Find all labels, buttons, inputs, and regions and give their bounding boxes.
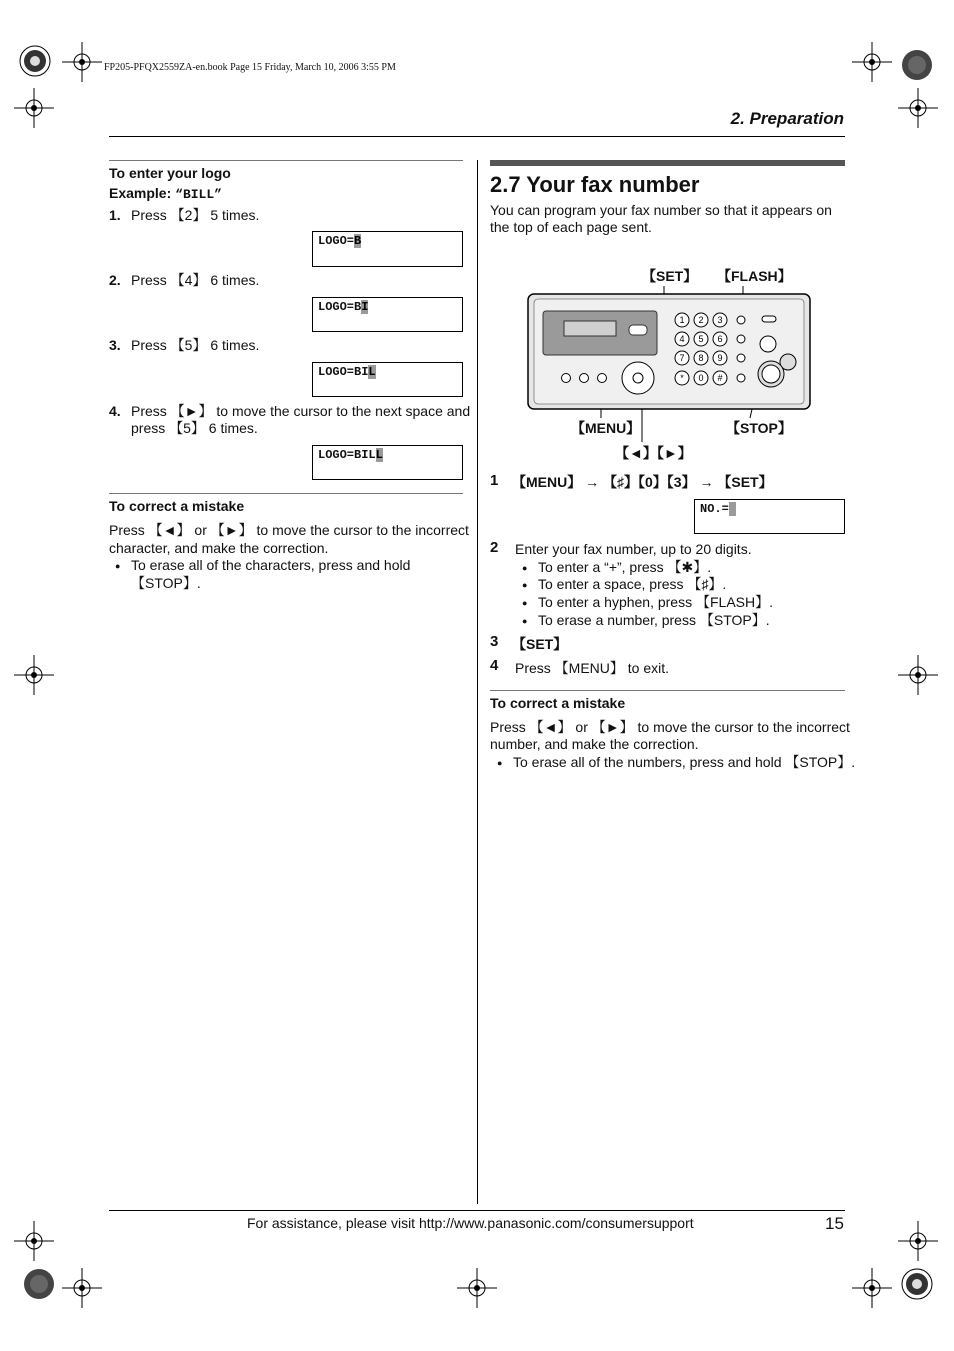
step-text: Press 【MENU】 to exit. [515, 660, 670, 676]
svg-text:#: # [717, 373, 723, 383]
example-value: “BILL” [175, 187, 222, 202]
crosshair-mark-icon [898, 1221, 938, 1261]
crosshair-mark-icon [852, 42, 892, 82]
crosshair-mark-icon [14, 88, 54, 128]
step-number: 3. [109, 337, 121, 353]
step-text: Enter your fax number, up to 20 digits. [515, 541, 752, 557]
svg-text:2: 2 [698, 315, 704, 325]
lcd-text: LOGO= [318, 234, 355, 248]
file-info: FP205-PFQX2559ZA-en.book Page 15 Friday, March 10, 2006 3:55 PM [104, 62, 396, 73]
label-stop: 【STOP】 [726, 420, 792, 436]
bullet-item: ● To enter a hyphen, press 【FLASH】. [538, 593, 773, 611]
lcd-display [312, 445, 463, 480]
correct-text: character, and make the correction. [109, 540, 329, 556]
label-set: 【SET】 [642, 268, 698, 284]
logo-section-rule [109, 160, 463, 161]
crosshair-mark-icon [62, 1268, 102, 1308]
lcd-display [312, 297, 463, 332]
step-text: Press 【►】 to move the cursor to the next space and [131, 403, 471, 419]
svg-text:0: 0 [698, 373, 704, 383]
lcd-cursor [729, 502, 736, 516]
crosshair-mark-icon [898, 88, 938, 128]
correct-title: To correct a mistake [109, 498, 245, 514]
crosshair-mark-icon [14, 1221, 54, 1261]
label-flash: 【FLASH】 [717, 268, 792, 284]
correct-title: To correct a mistake [490, 695, 626, 711]
fax-machine-figure [526, 282, 816, 447]
step-number: 4 [490, 657, 499, 674]
lcd-display [312, 362, 463, 397]
crosshair-mark-icon [62, 42, 102, 82]
step-number: 1. [109, 207, 121, 223]
correct-section-rule [490, 690, 845, 691]
heading-bar [490, 160, 845, 166]
step-text: Press 【2】 5 times. [131, 207, 260, 223]
svg-text:8: 8 [698, 353, 704, 363]
correct-text: Press 【◄】 or 【►】 to move the cursor to the incorrect [490, 719, 850, 735]
svg-text:7: 7 [679, 353, 685, 363]
svg-text:4: 4 [679, 334, 685, 344]
lcd-text: LOGO=BI [318, 365, 369, 379]
step-number: 1 [490, 472, 499, 489]
intro-text: You can program your fax number so that it appears on [490, 202, 832, 218]
lcd-text: NO.= [700, 502, 729, 516]
section-title: 2. Preparation [730, 109, 844, 128]
registration-mark-icon [22, 1267, 56, 1301]
lcd-text: LOGO=BIL [318, 448, 376, 462]
lcd-cursor: B [354, 234, 362, 248]
correct-text: number, and make the correction. [490, 736, 699, 752]
bullet-item: ● To enter a space, press 【♯】. [538, 575, 726, 593]
logo-section-title: To enter your logo [109, 165, 231, 181]
bullet-item: ● To erase all of the numbers, press and hold 【STOP】. [513, 753, 855, 771]
footer-assist: For assistance, please visit http://www.panasonic.com/consumersupport [247, 1215, 694, 1231]
correct-text: Press 【◄】 or 【►】 to move the cursor to the incorrect [109, 522, 469, 538]
step-text: press 【5】 6 times. [131, 420, 258, 436]
step-number: 2 [490, 539, 499, 556]
step-text: 【SET】 [512, 636, 568, 652]
step-number: 2. [109, 272, 121, 288]
crosshair-mark-icon [457, 1268, 497, 1308]
svg-text:3: 3 [717, 315, 723, 325]
step-number: 4. [109, 403, 121, 419]
bullet-continuation: 【STOP】. [131, 575, 201, 591]
registration-mark-icon [900, 48, 934, 82]
example-label: Example: [109, 185, 176, 201]
svg-text:9: 9 [717, 353, 723, 363]
step-text: Press 【4】 6 times. [131, 272, 260, 288]
lcd-text: LOGO=B [318, 300, 362, 314]
bullet-item: ● To erase a number, press 【STOP】. [538, 611, 770, 629]
bullet-item: ● To erase all of the characters, press and hold [131, 556, 410, 574]
svg-text:5: 5 [698, 334, 704, 344]
svg-text:*: * [680, 373, 684, 383]
bullet-item: ● To enter a “+”, press 【✱】. [538, 558, 711, 576]
logo-example [109, 184, 222, 204]
header-rule [109, 136, 845, 137]
intro-text: the top of each page sent. [490, 219, 652, 235]
crosshair-mark-icon [852, 1268, 892, 1308]
step-text: Press 【5】 6 times. [131, 337, 260, 353]
label-menu: 【MENU】 [571, 420, 641, 436]
lcd-cursor: I [361, 300, 369, 314]
label-arrows: 【◄】【►】 [615, 445, 692, 461]
step-number: 3 [490, 633, 499, 650]
lcd-cursor: L [368, 365, 376, 379]
page-number: 15 [825, 1214, 844, 1233]
step-text: 【MENU】 → 【♯】【0】【3】 → 【SET】 [512, 474, 773, 490]
registration-mark-icon [18, 44, 52, 78]
svg-text:6: 6 [717, 334, 723, 344]
lcd-cursor: L [375, 448, 383, 462]
svg-text:1: 1 [679, 315, 685, 325]
page-heading: 2.7 Your fax number [490, 172, 700, 197]
registration-mark-icon [900, 1267, 934, 1301]
crosshair-mark-icon [898, 655, 938, 695]
correct-section-rule [109, 493, 463, 494]
lcd-display [312, 231, 463, 267]
footer-rule [109, 1210, 845, 1211]
column-divider [477, 160, 478, 1204]
crosshair-mark-icon [14, 655, 54, 695]
lcd-display [694, 499, 845, 534]
